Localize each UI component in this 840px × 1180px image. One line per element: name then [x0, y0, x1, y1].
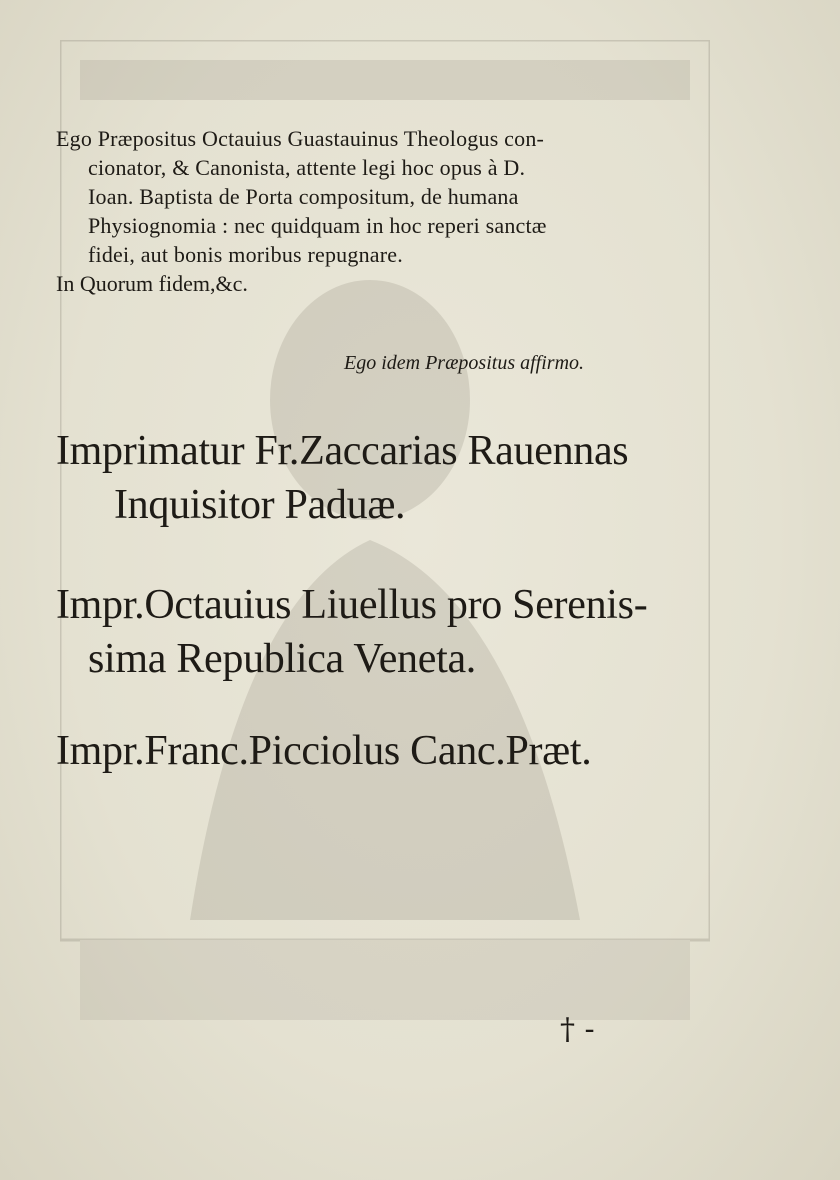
imprimatur-inquisitor: [56, 424, 716, 532]
imprimatur-line: sima Republica Veneta.: [88, 636, 477, 682]
approval-text: [56, 124, 716, 269]
approval-block: [56, 124, 716, 298]
signature-mark: † -: [560, 1012, 595, 1047]
approval-line: cionator, & Canonista, attente legi hoc opus à D.: [88, 155, 526, 180]
imprimatur-line: Impr.Octauius Liuellus pro Serenis-: [56, 582, 648, 628]
imprimatur-republic: [56, 578, 716, 686]
imprimatur-line: Imprimatur Fr.Zaccarias Rauennas: [56, 428, 629, 474]
approval-line: Physiognomia : nec quidquam in hoc reperi sanctæ: [88, 213, 547, 238]
approval-line: Ioan. Baptista de Porta compositum, de humana: [88, 184, 519, 209]
approval-line: Ego Præpositus Octauius Guastauinus Theologus con-: [56, 126, 545, 151]
closing-formula: In Quorum fidem,&c.: [56, 271, 248, 296]
affirmation-line: Ego idem Præpositus affirmo.: [344, 352, 585, 374]
imprimatur-chancellor: [56, 724, 716, 778]
imprimatur-line: Impr.Franc.Picciolus Canc.Præt.: [56, 728, 592, 774]
imprimatur-line: Inquisitor Paduæ.: [114, 482, 406, 528]
approval-line: fidei, aut bonis moribus repugnare.: [88, 242, 403, 267]
